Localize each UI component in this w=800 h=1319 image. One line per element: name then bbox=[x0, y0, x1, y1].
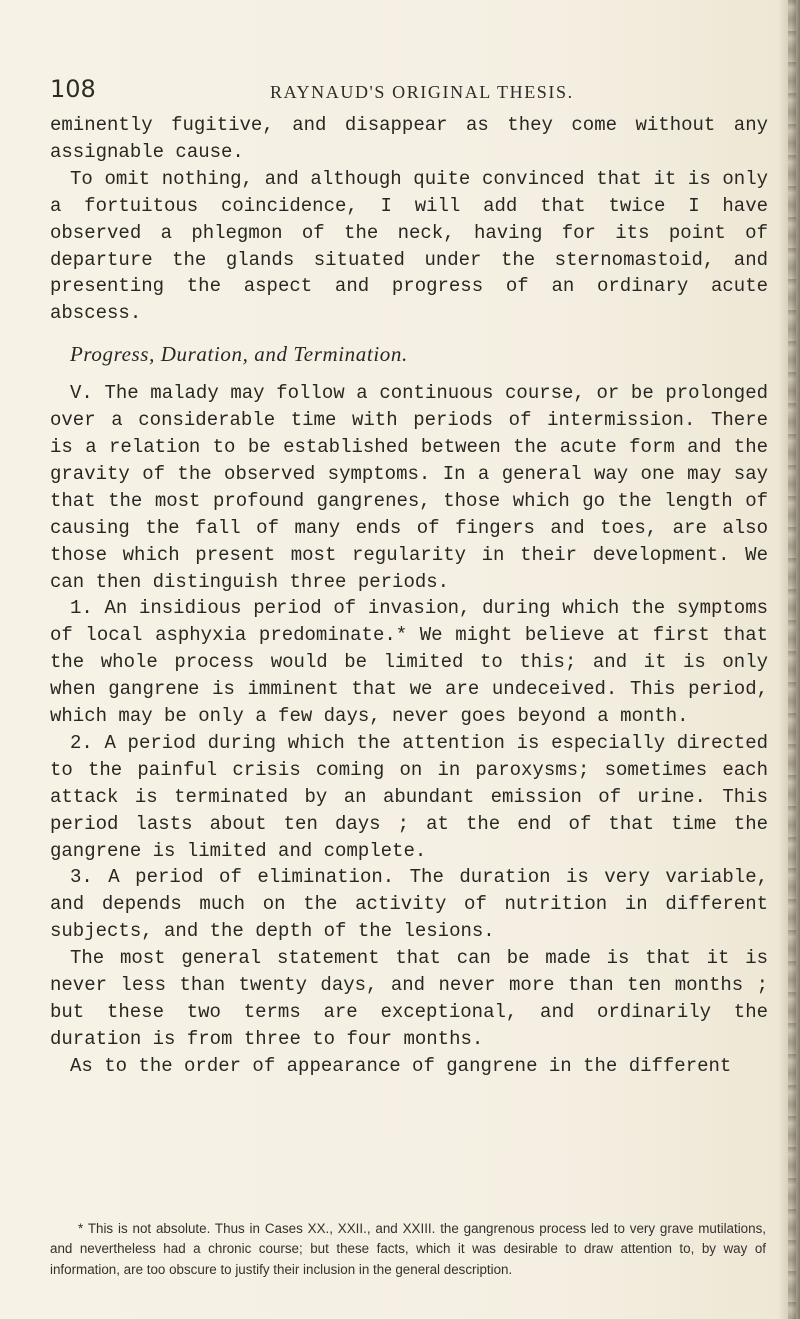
running-head: RAYNAUD'S ORIGINAL THESIS. bbox=[270, 82, 574, 102]
paragraph-period-3: 3. A period of elimination. The duration is very variable, and depends much on the activity of nutrition in different subjects, and the depth of the lesions. bbox=[50, 866, 768, 943]
footnote-area bbox=[50, 1219, 766, 1280]
section-title: Progress, Duration, and Termination. bbox=[70, 342, 408, 367]
paragraph-period-1: 1. An insidious period of invasion, during which the symptoms of local asphyxia predominate.* We might believe at first that the whole process would be limited to this; and it is only when gangrene is imminent that we are undeceived. This period, which may be only a few days, never goes beyond a month. bbox=[50, 597, 768, 728]
page-edge-foxing bbox=[788, 0, 796, 1319]
paragraph-phlegmon: To omit nothing, and although quite convinced that it is only a fortuitous coincidence, I will add that twice I have observed a phlegmon of the neck, having for its point of departure the glands situated under the sternomastoid, and presenting the aspect and progress of an ordinary acute abscess. bbox=[50, 167, 768, 325]
paragraph-period-2: 2. A period during which the attention is especially directed to the painful crisis coming on in paroxysms; sometimes each attack is terminated by an abundant emission of urine. This period lasts about ten days ; at the end of that time the gangrene is limited and complete. bbox=[50, 731, 768, 862]
body-text bbox=[50, 112, 768, 1080]
paragraph-malady-course: V. The malady may follow a continuous course, or be prolonged over a considerable time with periods of intermission. There is a relation to be established between the acute form and the gravity of the observed symptoms. In a general way one may say that the most profound gangrenes, those which go the length of causing the fall of many ends of fingers and toes, are also those which present most regularity in their development. We can then distinguish three periods. bbox=[50, 382, 768, 593]
paragraph-general-statement: The most general statement that can be made is that it is never less than twenty days, and never more than ten months ; but these two terms are exceptional, and ordinarily the duration is from three to four months. bbox=[50, 947, 768, 1050]
footnote: * This is not absolute. Thus in Cases XX., XXII., and XXIII. the gangrenous process led to very grave mutilations, and nevertheless had a chronic course; but these facts, which it was desirable to draw attention to, by way of information, are too obscure to justify their inclusion in the general description. bbox=[50, 1221, 766, 1277]
page-number: 108 bbox=[50, 75, 96, 103]
paragraph-continuation: eminently fugitive, and disappear as they come without any assignable cause. bbox=[50, 114, 768, 163]
paragraph-order-of-appearance: As to the order of appearance of gangrene in the different bbox=[70, 1054, 732, 1077]
